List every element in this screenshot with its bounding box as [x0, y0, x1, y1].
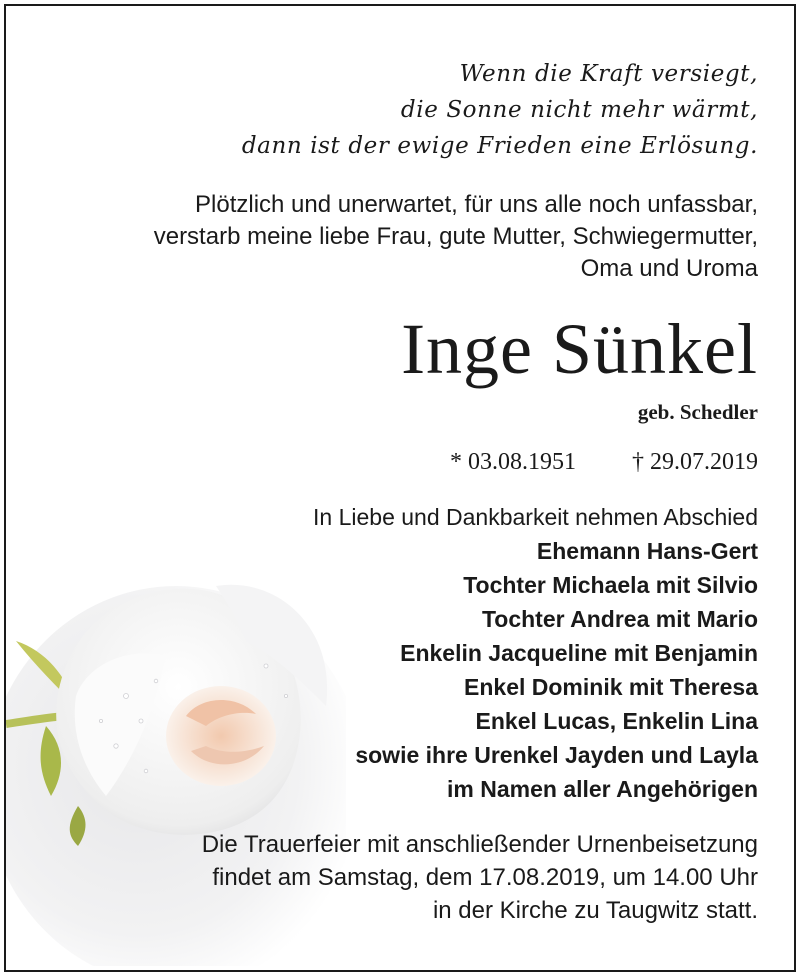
announcement-line: verstarb meine liebe Frau, gute Mutter, Schwiegermutter, — [153, 223, 758, 250]
service-line: Die Trauerfeier mit anschließender Urnenbeisetzung — [201, 831, 758, 858]
mourner: Ehemann Hans-Gert — [536, 538, 758, 564]
mourner: sowie ihre Urenkel Jayden und Layla — [355, 742, 758, 768]
poem-line: Wenn die Kraft versiegt, — [459, 61, 758, 87]
poem-line: dann ist der ewige Frieden eine Erlösung. — [241, 133, 758, 159]
service-line: in der Kirche zu Taugwitz statt. — [432, 897, 758, 924]
mourner: Enkel Lucas, Enkelin Lina — [475, 708, 758, 734]
announcement-line: Plötzlich und unerwartet, für uns alle noch unfassbar, — [195, 191, 758, 218]
poem-line: die Sonne nicht mehr wärmt, — [400, 97, 758, 123]
death-announcement — [154, 189, 758, 285]
life-dates — [450, 446, 758, 478]
birth-date: * 03.08.1951 — [450, 449, 576, 475]
mourners-lead: In Liebe und Dankbarkeit nehmen Abschied — [313, 504, 758, 530]
deceased-name: Inge Sünkel — [401, 309, 758, 389]
obituary-card — [4, 4, 796, 972]
poem — [242, 56, 758, 164]
mourner: Tochter Michaela mit Silvio — [463, 572, 758, 598]
mourners-list — [313, 500, 758, 806]
service-line: findet am Samstag, dem 17.08.2019, um 14.00 Uhr — [212, 864, 758, 891]
mourner: Enkelin Jacqueline mit Benjamin — [400, 640, 758, 666]
funeral-service-info — [202, 828, 758, 927]
mourner: im Namen aller Angehörigen — [447, 776, 758, 802]
death-date: † 29.07.2019 — [632, 449, 758, 475]
mourner: Enkel Dominik mit Theresa — [464, 674, 758, 700]
announcement-line: Oma und Uroma — [580, 255, 758, 282]
mourner: Tochter Andrea mit Mario — [481, 606, 758, 632]
maiden-name: geb. Schedler — [637, 400, 758, 424]
